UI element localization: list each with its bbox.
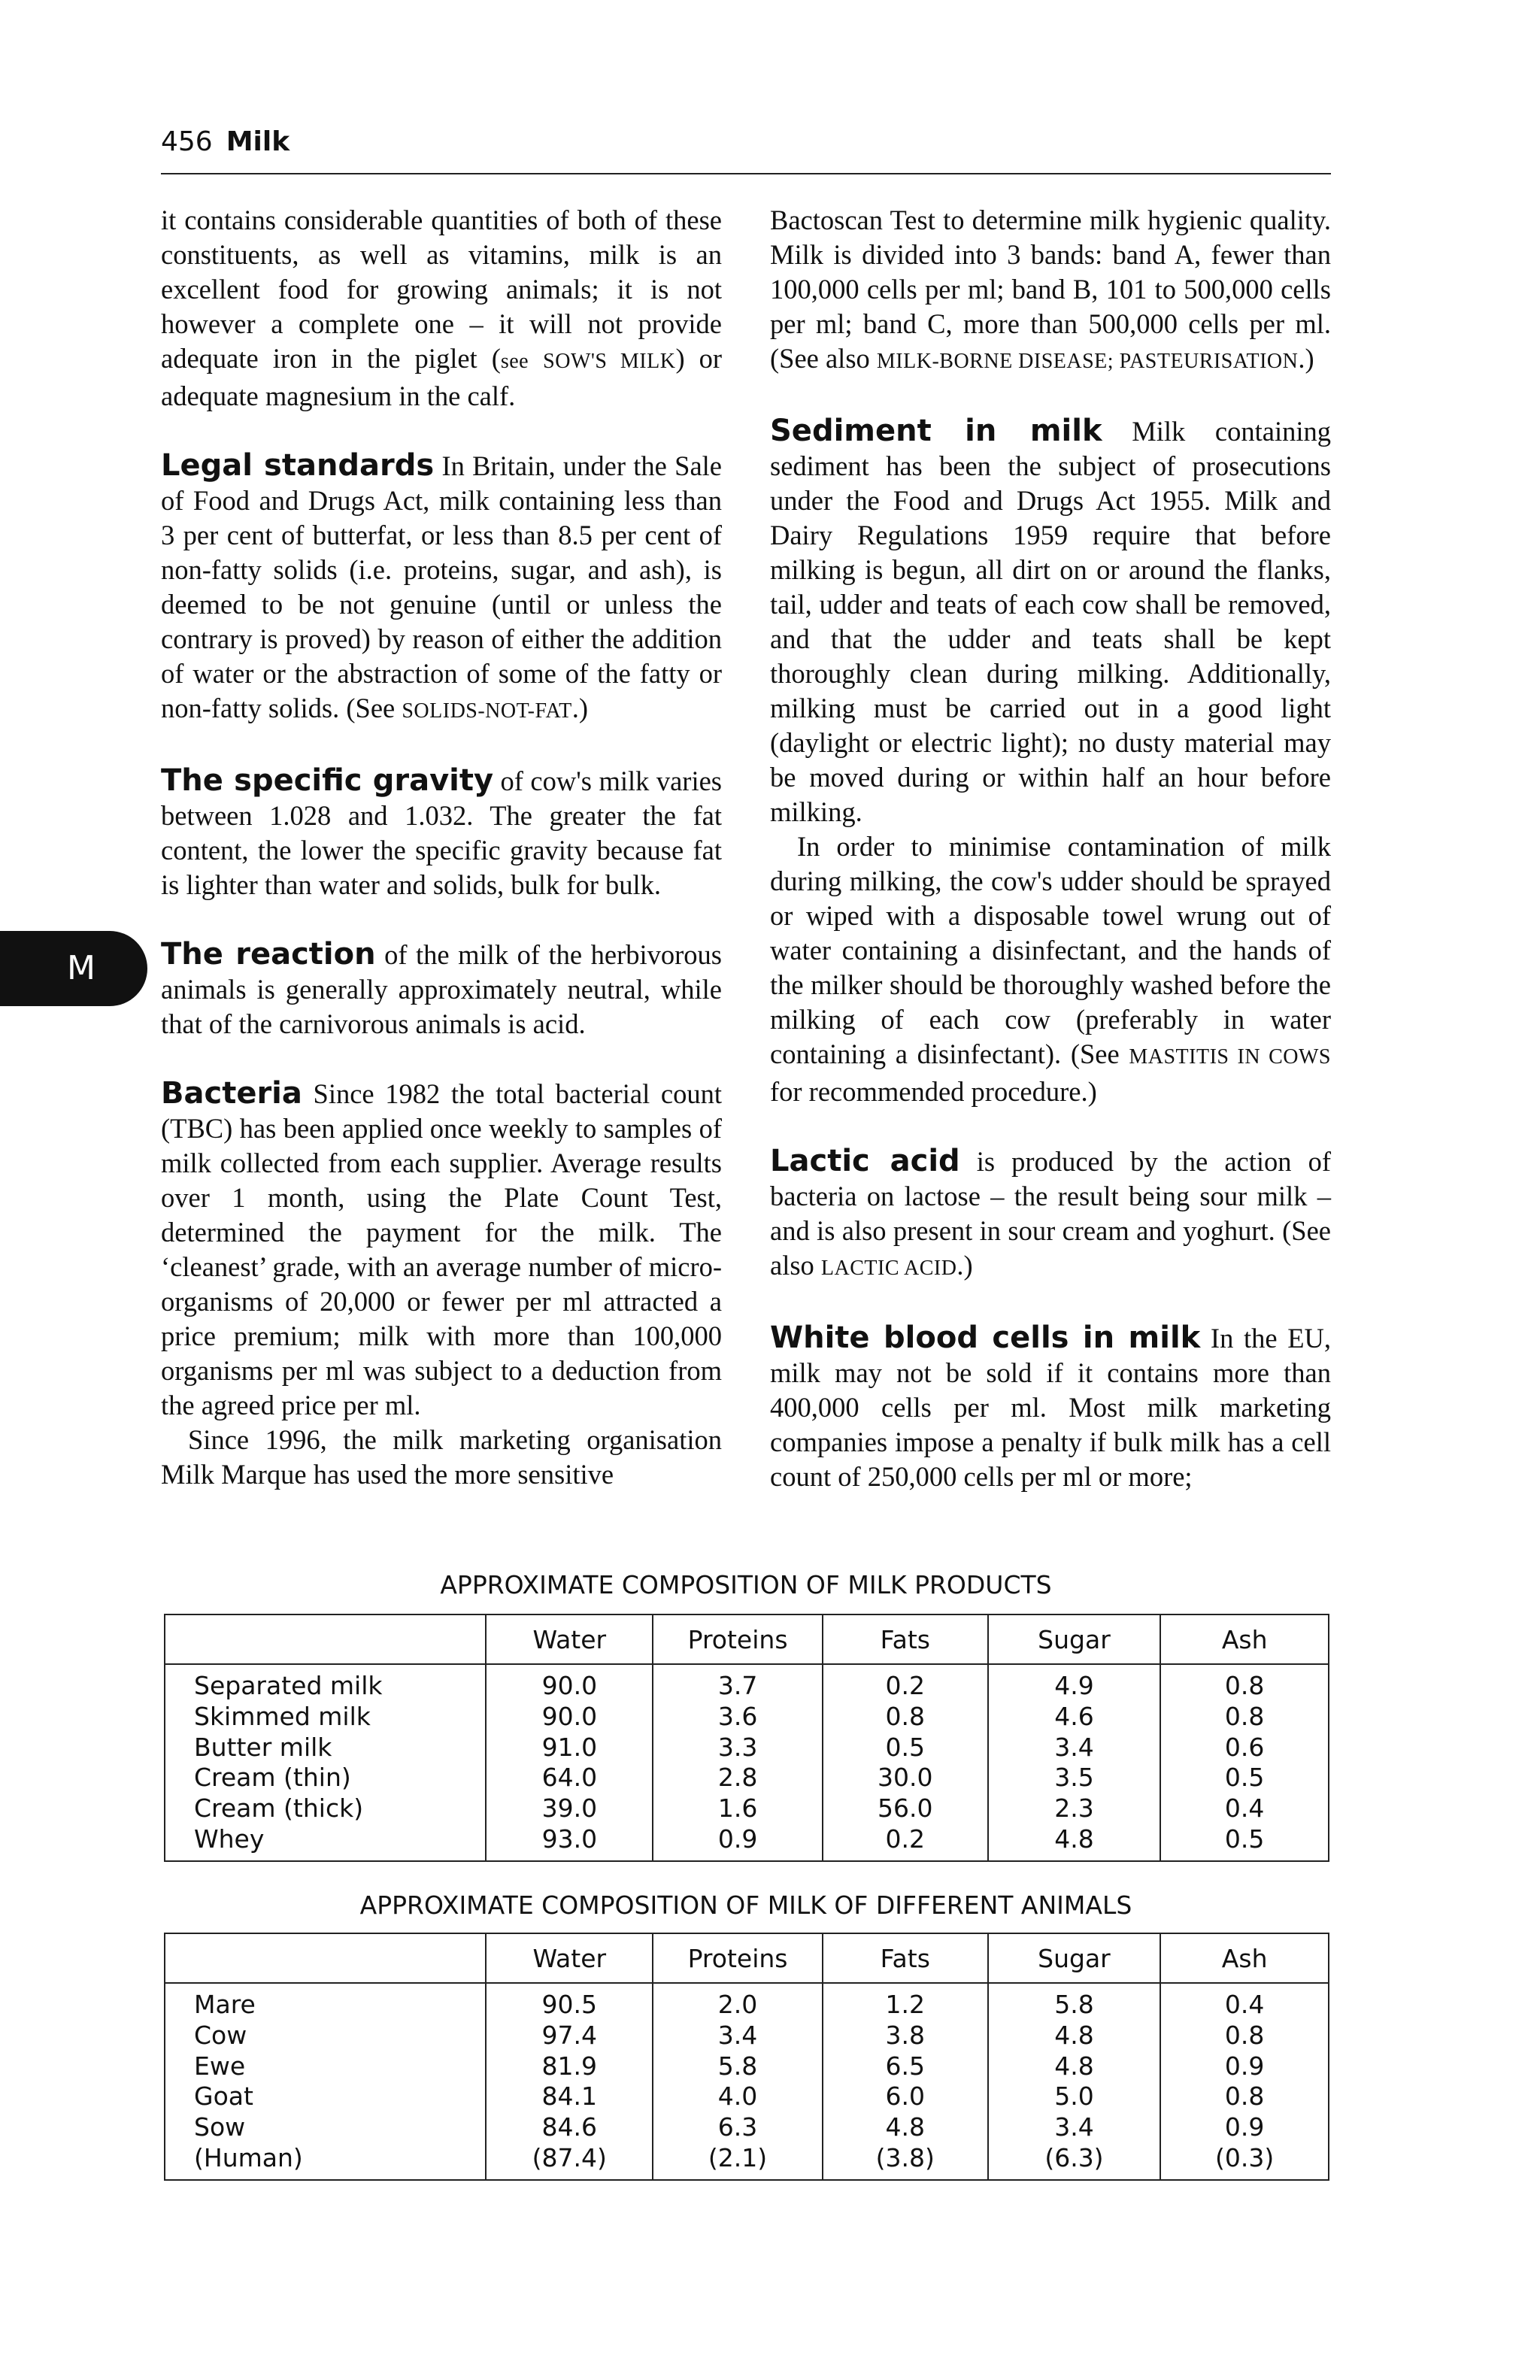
table-cell: 3.4 bbox=[653, 2021, 823, 2051]
row-label: Whey bbox=[165, 1824, 486, 1861]
table-cell: (6.3) bbox=[988, 2142, 1161, 2180]
table-cell: 2.8 bbox=[653, 1763, 823, 1793]
milk-animals-table bbox=[164, 1933, 1329, 2181]
section-heading: Bacteria bbox=[161, 1076, 302, 1111]
table-cell: 0.5 bbox=[823, 1732, 988, 1763]
bacteria-paragraph: Bacteria Since 1982 the total bacterial count (TBC) has been applied once weekly to samples of milk collected from each supplier. Average results over 1 month, using the Plate Count Test, determined the payment for the milk. The ‘cleanest’ grade, with an average number of micro-organisms of 20,000 or fewer per ml attracted a price premium; milk with more than 100,000 organisms per ml was subject to a deduction from the agreed price per ml. bbox=[161, 1076, 722, 1420]
row-label: Goat bbox=[165, 2081, 486, 2112]
table-cell: 0.8 bbox=[1160, 1702, 1329, 1733]
column-header: Sugar bbox=[988, 1614, 1161, 1664]
table-cell: 6.5 bbox=[823, 2051, 988, 2081]
section-heading: Legal standards bbox=[161, 448, 435, 483]
column-header: Fats bbox=[823, 1614, 988, 1664]
table-cell: 5.8 bbox=[988, 1983, 1161, 2021]
table-row bbox=[165, 1702, 1329, 1733]
table-row bbox=[165, 1793, 1329, 1824]
table-cell: 0.8 bbox=[1160, 2021, 1329, 2051]
table-cell: 4.8 bbox=[988, 1824, 1161, 1861]
table-cell: 5.8 bbox=[653, 2051, 823, 2081]
lactic-acid-paragraph: Lactic acid is produced by the action of bacteria on lactose – the result being sour milk – and is also present in sour cream and yoghurt. (See also LACTIC ACID.) bbox=[770, 1144, 1331, 1281]
table-cell: 30.0 bbox=[823, 1763, 988, 1793]
table-cell: 3.6 bbox=[653, 1702, 823, 1733]
table-cell: 0.8 bbox=[1160, 1664, 1329, 1702]
table-cell: 4.8 bbox=[988, 2051, 1161, 2081]
table-cell: 3.7 bbox=[653, 1664, 823, 1702]
row-label: Skimmed milk bbox=[165, 1702, 486, 1733]
right-column bbox=[770, 203, 1331, 1494]
table-cell: (87.4) bbox=[486, 2142, 653, 2180]
column-header: Fats bbox=[823, 1933, 988, 1983]
column-header: Sugar bbox=[988, 1933, 1161, 1983]
row-label: (Human) bbox=[165, 2142, 486, 2180]
section-heading: The specific gravity bbox=[161, 763, 494, 798]
table-cell: 90.5 bbox=[486, 1983, 653, 2021]
table-cell: 0.4 bbox=[1160, 1793, 1329, 1824]
table-cell: 0.6 bbox=[1160, 1732, 1329, 1763]
legal-standards-paragraph: Legal standards In Britain, under the Sale of Food and Drugs Act, milk containing less than 3 per cent of butterfat, or less than 8.5 per cent of non-fatty solids (i.e. proteins, sugar, and ash), is deemed to be not genuine (until or unless the contrary is proved) by reason of either the addition of water or the abstraction of some of the fatty or non-fatty solids. (See SOLIDS-NOT-FAT.) bbox=[161, 448, 722, 723]
table-cell: 6.3 bbox=[653, 2112, 823, 2143]
table-cell: 5.0 bbox=[988, 2081, 1161, 2112]
table-cell: 0.8 bbox=[823, 1702, 988, 1733]
table-cell: 4.9 bbox=[988, 1664, 1161, 1702]
cross-reference: MASTITIS IN COWS bbox=[1129, 1045, 1332, 1069]
table-cell: 4.0 bbox=[653, 2081, 823, 2112]
table-cell: 0.2 bbox=[823, 1664, 988, 1702]
table-cell: 84.1 bbox=[486, 2081, 653, 2112]
cross-reference: SOW'S MILK bbox=[543, 350, 676, 373]
table-row bbox=[165, 1824, 1329, 1861]
table-cell: 0.9 bbox=[1160, 2112, 1329, 2143]
table-row bbox=[165, 2142, 1329, 2180]
table-cell: 6.0 bbox=[823, 2081, 988, 2112]
table-cell: 91.0 bbox=[486, 1732, 653, 1763]
table-cell: 64.0 bbox=[486, 1763, 653, 1793]
table-cell: 3.5 bbox=[988, 1763, 1161, 1793]
cross-reference: MILK-BORNE DISEASE; PASTEURISATION bbox=[876, 350, 1299, 373]
table-cell: 1.6 bbox=[653, 1793, 823, 1824]
table-row bbox=[165, 2112, 1329, 2143]
table-cell: 56.0 bbox=[823, 1793, 988, 1824]
table-row bbox=[165, 2021, 1329, 2051]
table-cell: 4.8 bbox=[823, 2112, 988, 2143]
column-header: Ash bbox=[1160, 1933, 1329, 1983]
animals-table-caption: APPROXIMATE COMPOSITION OF MILK OF DIFFERENT ANIMALS bbox=[359, 1890, 1132, 1920]
row-label: Ewe bbox=[165, 2051, 486, 2081]
running-title: Milk bbox=[226, 126, 290, 157]
table-cell: 4.8 bbox=[988, 2021, 1161, 2051]
row-label: Sow bbox=[165, 2112, 486, 2143]
thumb-index-tab: M bbox=[0, 931, 147, 1006]
table-cell: 84.6 bbox=[486, 2112, 653, 2143]
section-heading: Lactic acid bbox=[770, 1144, 960, 1178]
cross-reference: LACTIC ACID bbox=[820, 1257, 957, 1280]
table-row bbox=[165, 2081, 1329, 2112]
products-table-caption: APPROXIMATE COMPOSITION OF MILK PRODUCTS bbox=[440, 1570, 1052, 1599]
table-row bbox=[165, 1983, 1329, 2021]
column-header: Water bbox=[486, 1933, 653, 1983]
column-header bbox=[165, 1933, 486, 1983]
bactoscan-paragraph: Bactoscan Test to determine milk hygienic quality. Milk is divided into 3 bands: band A, fewer than 100,000 cells per ml; band B, 101 to 500,000 cells per ml; band C, more than 500,000 cells per ml. (See also MILK-BORNE DISEASE; PASTEURISATION.) bbox=[770, 205, 1331, 374]
table-cell: 0.2 bbox=[823, 1824, 988, 1861]
column-header bbox=[165, 1614, 486, 1664]
white-blood-cells-paragraph: White blood cells in milk In the EU, milk may not be sold if it contains more than 400,000 cells per ml. Most milk marketing companies impose a penalty if bulk milk has a cell count of 250,000 cells per ml or more; bbox=[770, 1320, 1331, 1492]
row-label: Butter milk bbox=[165, 1732, 486, 1763]
intro-paragraph: it contains considerable quantities of both of these constituents, as well as vitamins, milk is an excellent food for growing animals; it is not however a complete one – it will not provide adequate iron in the piglet (see SOW'S MILK) or adequate magnesium in the calf. bbox=[161, 205, 723, 411]
reaction-paragraph: The reaction of the milk of the herbivorous animals is generally approximately neutral, while that of the carnivorous animals is acid. bbox=[161, 937, 722, 1039]
table-cell: 0.8 bbox=[1160, 2081, 1329, 2112]
column-header: Proteins bbox=[653, 1933, 823, 1983]
table-cell: 2.3 bbox=[988, 1793, 1161, 1824]
specific-gravity-paragraph: The specific gravity of cow's milk varies between 1.028 and 1.032. The greater the fat content, the lower the specific gravity because fat is lighter than water and solids, bulk for bulk. bbox=[161, 763, 722, 900]
table-row bbox=[165, 1763, 1329, 1793]
column-header: Proteins bbox=[653, 1614, 823, 1664]
row-label: Cream (thin) bbox=[165, 1763, 486, 1793]
section-heading: White blood cells in milk bbox=[770, 1320, 1201, 1355]
column-header: Water bbox=[486, 1614, 653, 1664]
milk-products-table bbox=[164, 1614, 1329, 1862]
table-cell: 39.0 bbox=[486, 1793, 653, 1824]
table-row bbox=[165, 1732, 1329, 1763]
table-row bbox=[165, 2051, 1329, 2081]
table-cell: 4.6 bbox=[988, 1702, 1161, 1733]
column-header: Ash bbox=[1160, 1614, 1329, 1664]
table-cell: 1.2 bbox=[823, 1983, 988, 2021]
table-cell: 97.4 bbox=[486, 2021, 653, 2051]
bacteria-paragraph-2: Since 1996, the milk marketing organisation Milk Marque has used the more sensitive bbox=[161, 1424, 722, 1490]
row-label: Cow bbox=[165, 2021, 486, 2051]
table-cell: 90.0 bbox=[486, 1664, 653, 1702]
table-cell: 3.4 bbox=[988, 2112, 1161, 2143]
table-cell: 90.0 bbox=[486, 1702, 653, 1733]
page-number: 456 bbox=[161, 126, 213, 157]
table-cell: (3.8) bbox=[823, 2142, 988, 2180]
table-cell: 0.9 bbox=[1160, 2051, 1329, 2081]
table-cell: (2.1) bbox=[653, 2142, 823, 2180]
table-cell: (0.3) bbox=[1160, 2142, 1329, 2180]
table-cell: 0.9 bbox=[653, 1824, 823, 1861]
cross-reference: SOLIDS-NOT-FAT bbox=[402, 699, 572, 723]
table-cell: 0.4 bbox=[1160, 1983, 1329, 2021]
table-row bbox=[165, 1664, 1329, 1702]
section-heading: Sediment in milk bbox=[770, 414, 1102, 448]
table-header-row bbox=[165, 1614, 1329, 1664]
table-header-row bbox=[165, 1933, 1329, 1983]
section-heading: The reaction bbox=[161, 937, 376, 972]
sediment-paragraph-2: In order to minimise contamination of milk during milking, the cow's udder should be sprayed or wiped with a disposable towel wrung out of water containing a disinfectant, and the hands of the milker should be thoroughly washed before the milking of each cow (preferably in water containing a disinfectant). (See MASTITIS IN COWS for recommended procedure.) bbox=[770, 831, 1332, 1107]
row-label: Separated milk bbox=[165, 1664, 486, 1702]
left-column bbox=[161, 203, 722, 1492]
table-cell: 0.5 bbox=[1160, 1763, 1329, 1793]
row-label: Mare bbox=[165, 1983, 486, 2021]
sediment-paragraph: Sediment in milk Milk containing sediment has been the subject of prosecutions under the Food and Drugs Act 1955. Milk and Dairy Regulations 1959 require that before milking is begun, all dirt on or around the flanks, tail, udder and teats of each cow shall be removed, and that the udder and teats shall be kept thoroughly clean during milking. Additionally, milking must be carried out in a good light (daylight or electric light); no dusty material may be moved during or within half an hour before milking. bbox=[770, 414, 1331, 827]
table-cell: 81.9 bbox=[486, 2051, 653, 2081]
table-cell: 3.8 bbox=[823, 2021, 988, 2051]
row-label: Cream (thick) bbox=[165, 1793, 486, 1824]
table-cell: 2.0 bbox=[653, 1983, 823, 2021]
table-cell: 3.3 bbox=[653, 1732, 823, 1763]
table-cell: 0.5 bbox=[1160, 1824, 1329, 1861]
page-header bbox=[161, 126, 1331, 174]
table-cell: 93.0 bbox=[486, 1824, 653, 1861]
table-cell: 3.4 bbox=[988, 1732, 1161, 1763]
